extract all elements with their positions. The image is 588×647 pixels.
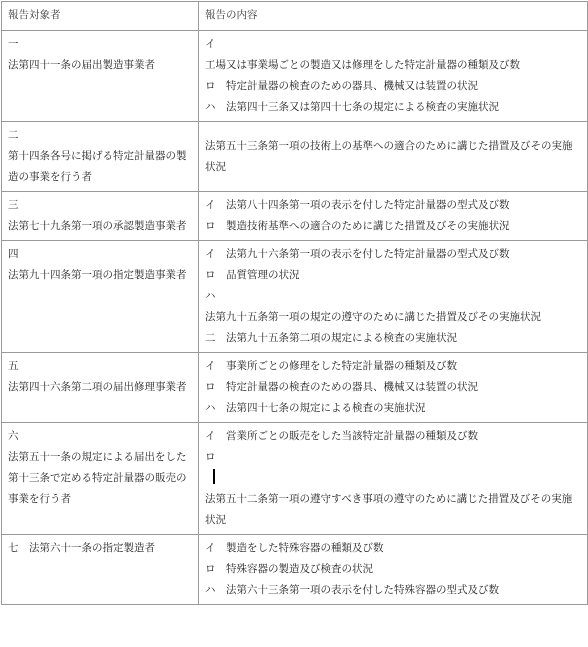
table-row xyxy=(2,192,588,241)
text-cursor xyxy=(213,469,215,484)
content-line: ロ 特殊容器の製造及び検査の状況 xyxy=(205,563,373,575)
subject-cell xyxy=(2,241,199,353)
content-line-with-cursor xyxy=(205,447,582,489)
subject-text: 七 法第六十一条の指定製造者 xyxy=(8,542,155,554)
report-table xyxy=(1,1,588,605)
content-line: イ xyxy=(205,38,216,50)
subject-cell xyxy=(2,353,199,423)
subject-text: 法第九十四条第一項の指定製造事業者 xyxy=(8,269,187,281)
content-line: ロ 特定計量器の検査のための器具、機械又は装置の状況 xyxy=(205,80,478,92)
subject-text: 第十四条各号に掲げる特定計量器の製造の事業を行う者 xyxy=(8,150,187,183)
subject-text: 法第七十九条第一項の承認製造事業者 xyxy=(8,220,187,232)
content-cell[interactable] xyxy=(199,535,588,605)
content-line: ハ 法第六十三条第一項の表示を付した特殊容器の型式及び数 xyxy=(205,584,499,596)
subject-number: 三 xyxy=(8,199,19,211)
content-line: ロ xyxy=(205,451,216,463)
content-cell[interactable] xyxy=(199,31,588,122)
subject-text: 法第五十一条の規定による届出をした第十三条で定める特定計量器の販売の事業を行う者 xyxy=(8,451,187,505)
table-row xyxy=(2,122,588,192)
content-line: ロ 製造技術基準への適合のために講じた措置及びその実施状況 xyxy=(205,220,510,232)
header-content: 報告の内容 xyxy=(199,2,588,31)
content-line: イ 法第九十六条第一項の表示を付した特定計量器の型式及び数 xyxy=(205,248,510,260)
subject-text: 法第四十六条第二項の届出修理事業者 xyxy=(8,381,187,393)
content-line: ハ 法第四十三条又は第四十七条の規定による検査の実施状況 xyxy=(205,101,499,113)
content-line: 工場又は事業場ごとの製造又は修理をした特定計量器の種類及び数 xyxy=(205,59,520,71)
content-line: ハ xyxy=(205,290,216,302)
table-row xyxy=(2,241,588,353)
content-line: ロ 特定計量器の検査のための器具、機械又は装置の状況 xyxy=(205,381,478,393)
subject-cell xyxy=(2,122,199,192)
content-line: ロ 品質管理の状況 xyxy=(205,269,300,281)
content-line: 法第五十三条第一項の技術上の基準への適合のために講じた措置及びその実施状況 xyxy=(205,139,573,173)
table-row xyxy=(2,535,588,605)
content-cell[interactable] xyxy=(199,423,588,535)
subject-number: 二 xyxy=(8,129,19,141)
content-cell[interactable] xyxy=(199,241,588,353)
subject-cell xyxy=(2,423,199,535)
content-cell[interactable] xyxy=(199,353,588,423)
content-line: イ 法第八十四条第一項の表示を付した特定計量器の型式及び数 xyxy=(205,199,510,211)
content-line: イ 事業所ごとの修理をした特定計量器の種類及び数 xyxy=(205,360,457,372)
header-subject: 報告対象者 xyxy=(2,2,199,31)
content-line: イ 製造をした特殊容器の種類及び数 xyxy=(205,542,384,554)
subject-text: 法第四十一条の届出製造事業者 xyxy=(8,59,155,71)
content-line: イ 営業所ごとの販売をした当該特定計量器の種類及び数 xyxy=(205,430,478,442)
subject-number: 四 xyxy=(8,248,19,260)
header-row xyxy=(2,2,588,31)
table-row xyxy=(2,353,588,423)
content-line: 法第九十五条第一項の規定の遵守のために講じた措置及びその実施状況 xyxy=(205,311,541,323)
subject-number: 六 xyxy=(8,430,19,442)
subject-cell xyxy=(2,31,199,122)
content-cell[interactable] xyxy=(199,122,588,192)
subject-cell xyxy=(2,192,199,241)
subject-number: 一 xyxy=(8,38,19,50)
content-line: 二 法第九十五条第二項の規定による検査の実施状況 xyxy=(205,332,457,344)
table-row xyxy=(2,31,588,122)
subject-cell xyxy=(2,535,199,605)
table-row xyxy=(2,423,588,535)
content-line: 法第五十二条第一項の遵守すべき事項の遵守のために講じた措置及びその実施状況 xyxy=(205,493,573,526)
content-line: ハ 法第四十七条の規定による検査の実施状況 xyxy=(205,402,426,414)
content-cell[interactable] xyxy=(199,192,588,241)
subject-number: 五 xyxy=(8,360,19,372)
